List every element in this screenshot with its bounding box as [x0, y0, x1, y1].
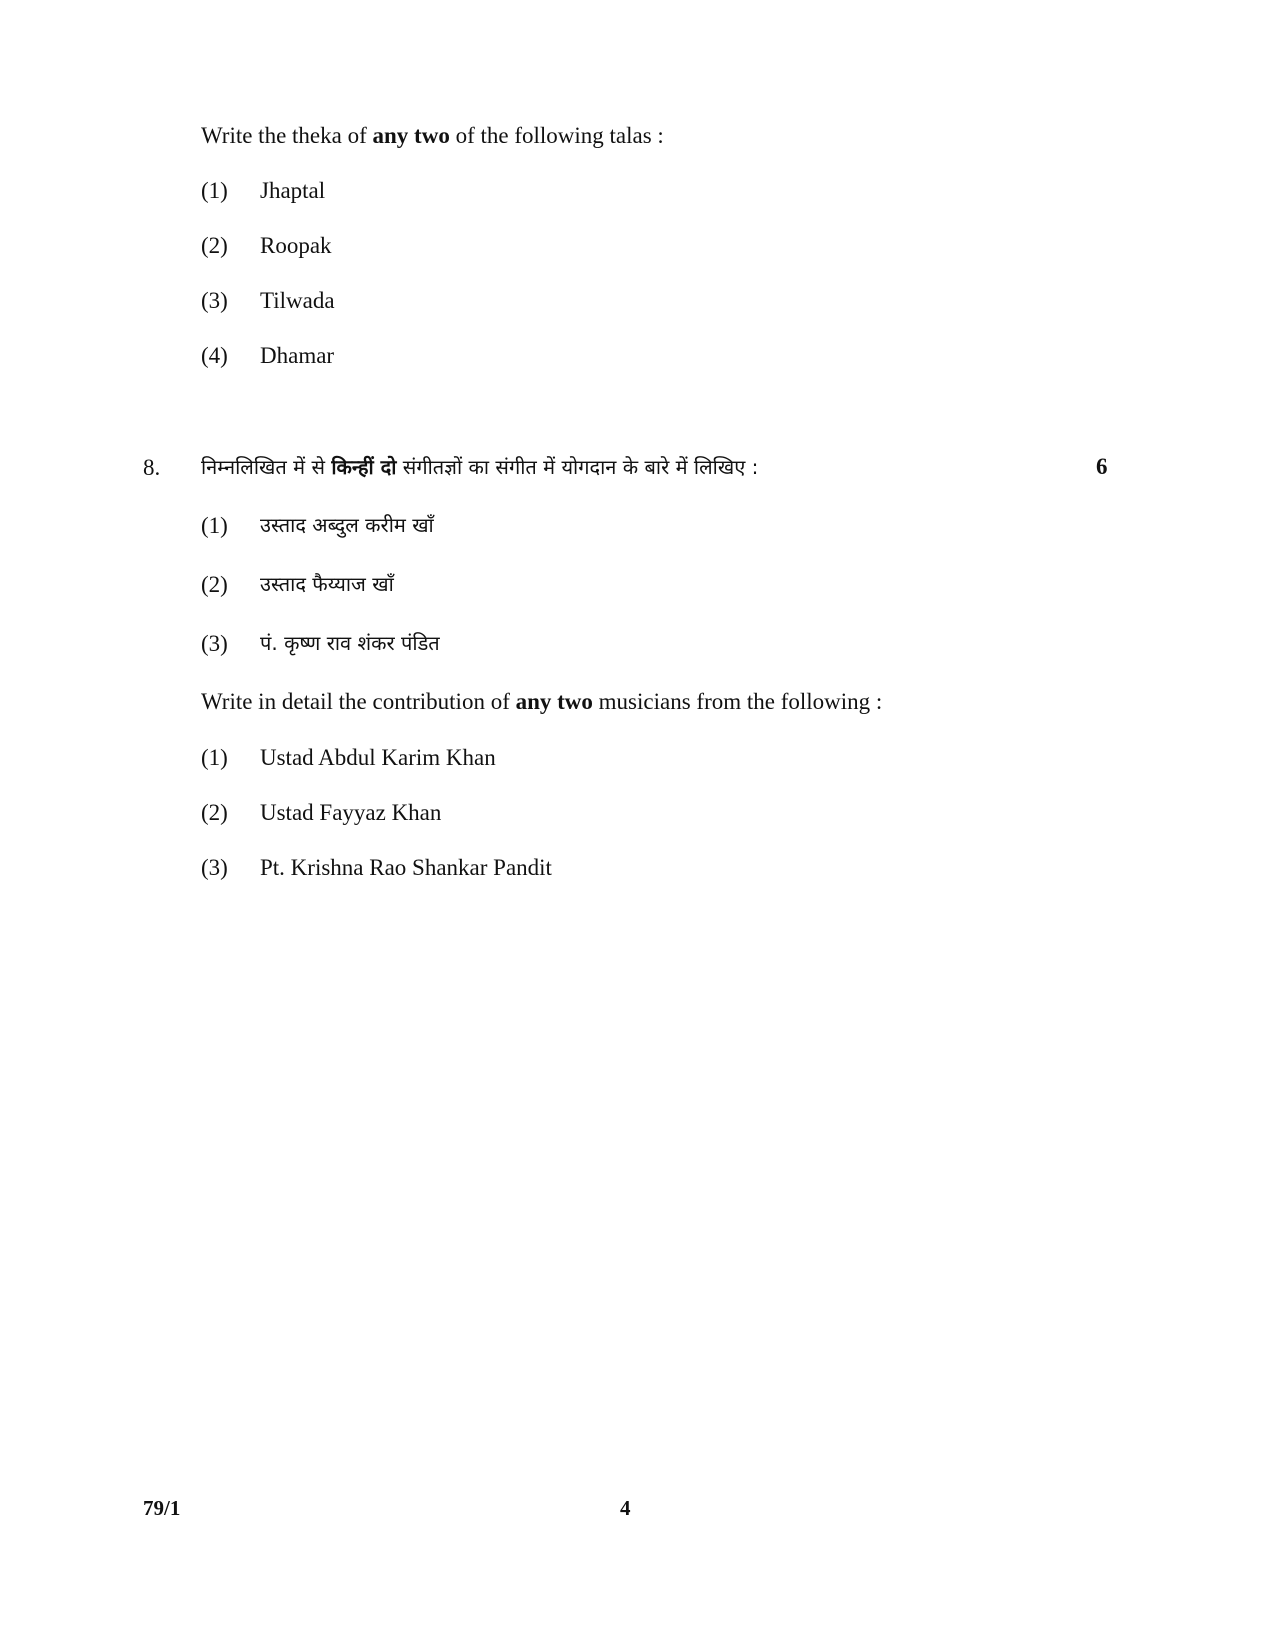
- paper-code: 79/1: [143, 1496, 181, 1520]
- question-number: 8.: [143, 455, 161, 480]
- page-number: 4: [620, 1496, 631, 1520]
- q8-instruction-english: Write in detail the contribution of any two musicians from the following :: [201, 689, 883, 714]
- q7-instruction: Write the theka of any two of the following talas :: [201, 123, 664, 148]
- marks: 6: [1096, 454, 1108, 479]
- q8-instruction-hindi: निम्नलिखित में से किन्हीं दो संगीतज्ञों का संगीत में योगदान के बारे में लिखिए :: [201, 455, 759, 479]
